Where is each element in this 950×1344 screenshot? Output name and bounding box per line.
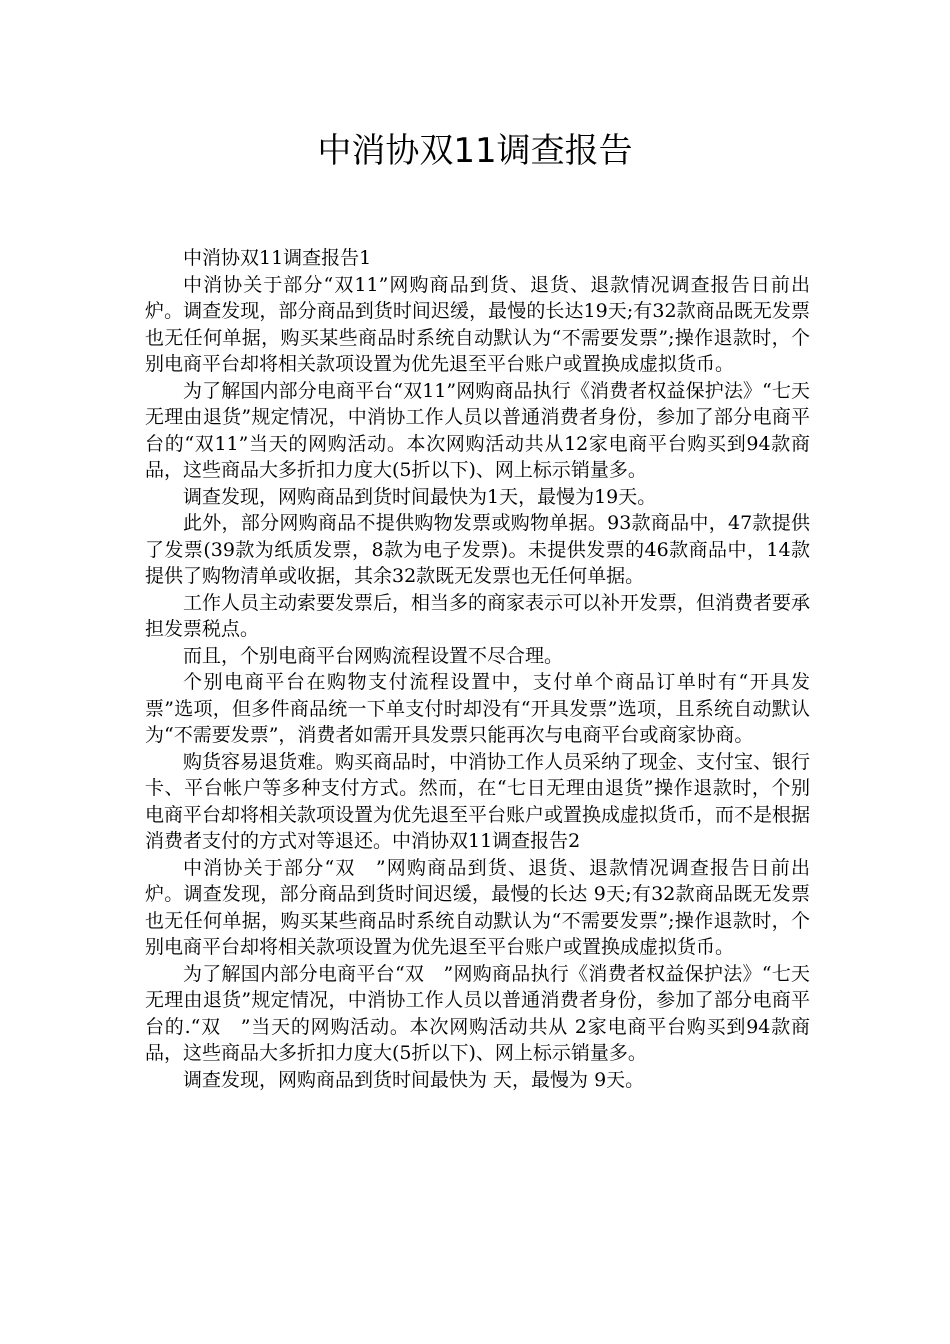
- paragraph: 为了解国内部分电商平台“双11”网购商品执行《消费者权益保护法》“七天无理由退货”规定情况，中消协工作人员以普通消费者身份，参加了部分电商平台的“双11”当天的网购活动。本次网购活动共从12家电商平台购买到94款商品，这些商品大多折扣力度大(5折以下)、网上标示销量多。: [145, 379, 810, 481]
- paragraph: 购货容易退货难。购买商品时，中消协工作人员采纳了现金、支付宝、银行卡、平台帐户等多种支付方式。然而，在“七日无理由退货”操作退款时，个别电商平台却将相关款项设置为优先退至平台账户或置换成虚拟货币，而不是根据消费者支付的方式对等退还。中消协双11调查报告2: [145, 750, 811, 852]
- paragraph: 为了解国内部分电商平台“双 ”网购商品执行《消费者权益保护法》“七天无理由退货”规定情况，中消协工作人员以普通消费者身份，参加了部分电商平台的.“双 ”当天的网购活动。本次网购活动共从 2家电商平台购买到94款商品，这些商品大多折扣力度大(5折以下)、网上标示销量多。: [145, 962, 810, 1064]
- paragraph: 调查发现，网购商品到货时间最快为 天，最慢为 9天。: [183, 1068, 645, 1091]
- paragraph: 此外，部分网购商品不提供购物发票或购物单据。93款商品中，47款提供了发票(39款为纸质发票，8款为电子发票)。未提供发票的46款商品中，14款提供了购物清单或收据，其余32款既无发票也无任何单据。: [145, 512, 810, 587]
- document-title: 中消协双11调查报告: [317, 131, 633, 171]
- paragraph: 而且，个别电商平台网购流程设置不尽合理。: [183, 644, 564, 667]
- paragraph: 中消协关于部分“双 ”网购商品到货、退货、退款情况调查报告日前出炉。调查发现，部分商品到货时间迟缓，最慢的长达 9天;有32款商品既无发票也无任何单据，购买某些商品时系统自动默认为“不需要发票”;操作退款时，个别电商平台却将相关款项设置为优先退至平台账户或置换成虚拟货币。: [145, 856, 810, 958]
- section-heading-1: 中消协双11调查报告1: [183, 247, 372, 269]
- document-body: [145, 245, 810, 1093]
- paragraph: 个别电商平台在购物支付流程设置中，支付单个商品订单时有“开具发票”选项，但多件商品统一下单支付时却没有“开具发票”选项，且系统自动默认为“不需要发票”，消费者如需开具发票只能再次与电商平台或商家协商。: [145, 671, 810, 746]
- paragraph: 工作人员主动索要发票后，相当多的商家表示可以补开发票，但消费者要承担发票税点。: [145, 591, 811, 640]
- paragraph: 中消协关于部分“双11”网购商品到货、退货、退款情况调查报告日前出炉。调查发现，部分商品到货时间迟缓，最慢的长达19天;有32款商品既无发票也无任何单据，购买某些商品时系统自动默认为“不需要发票”;操作退款时，个别电商平台却将相关款项设置为优先退至平台账户或置换成虚拟货币。: [145, 273, 810, 375]
- paragraph: 调查发现，网购商品到货时间最快为1天，最慢为19天。: [183, 485, 657, 508]
